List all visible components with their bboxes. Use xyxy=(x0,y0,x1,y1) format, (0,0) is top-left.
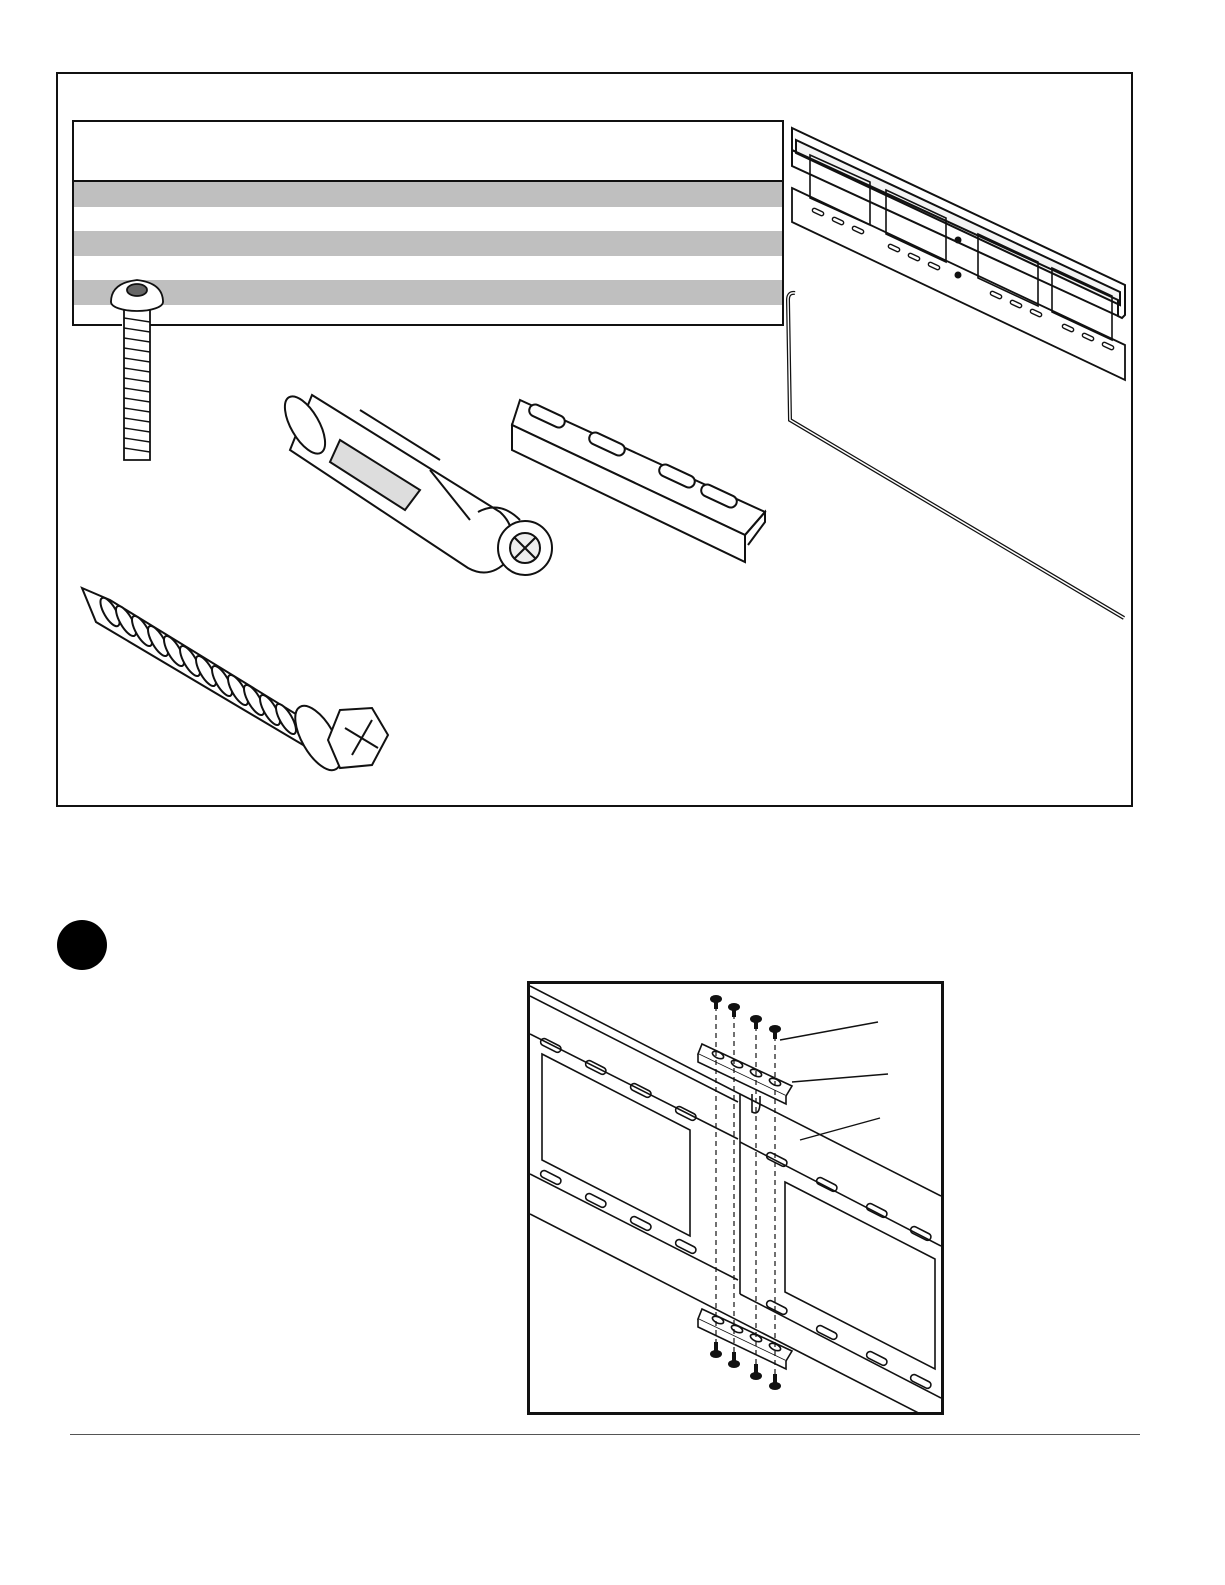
splice-bar-icon xyxy=(698,1044,792,1104)
assembly-illustration xyxy=(530,984,941,1412)
lag-screw-icon xyxy=(82,588,388,777)
footer-divider xyxy=(70,1434,1140,1435)
wall-plate-icon xyxy=(792,128,1125,380)
splice-bar-icon xyxy=(698,1309,792,1369)
assembly-figure xyxy=(527,981,944,1415)
screw-icon xyxy=(710,995,781,1039)
step-number-badge xyxy=(57,920,107,970)
security-screw-icon xyxy=(111,280,163,462)
allen-wrench-icon xyxy=(788,293,1124,618)
wall-plate-icon xyxy=(530,986,940,1412)
hollow-wall-anchor-icon xyxy=(277,390,552,575)
step-instructions xyxy=(120,930,500,950)
